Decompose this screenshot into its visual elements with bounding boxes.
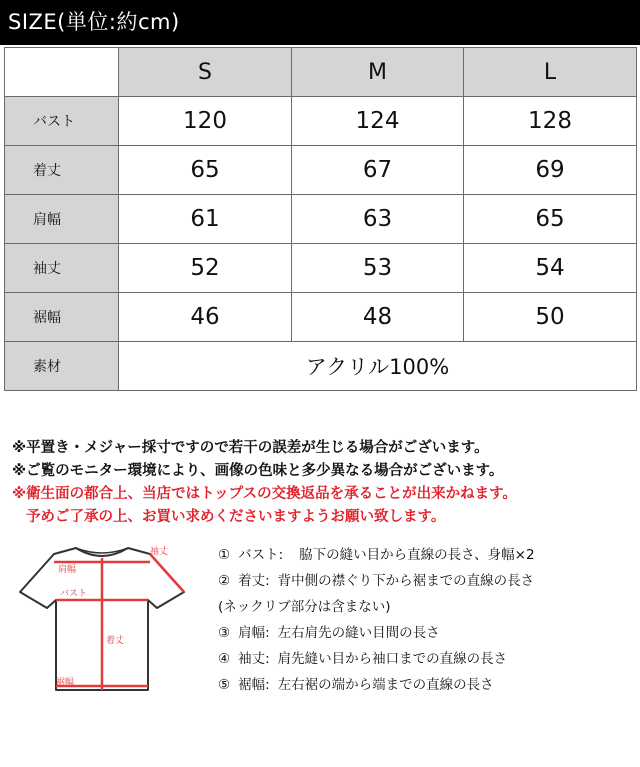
hem-label: 裾幅 xyxy=(56,678,75,688)
corner-cell xyxy=(5,48,119,97)
cell-value: 52 xyxy=(119,244,292,293)
col-header-m: M xyxy=(292,48,464,97)
cell-value: 54 xyxy=(464,244,637,293)
cell-value: 50 xyxy=(464,293,637,342)
row-material xyxy=(5,342,637,391)
row-bust xyxy=(5,97,637,146)
cell-value: 63 xyxy=(292,195,464,244)
row-label: 着丈 xyxy=(5,146,119,195)
row-label: 裾幅 xyxy=(5,293,119,342)
row-shoulder xyxy=(5,195,637,244)
cell-value: 61 xyxy=(119,195,292,244)
cell-value: 67 xyxy=(292,146,464,195)
size-header xyxy=(0,0,640,45)
cell-value: 120 xyxy=(119,97,292,146)
cell-value: 65 xyxy=(119,146,292,195)
row-label: 素材 xyxy=(5,342,119,391)
cell-value: 128 xyxy=(464,97,637,146)
row-label: バスト xyxy=(5,97,119,146)
legend-item: ③ 肩幅: 左右肩先の縫い目間の長さ xyxy=(218,625,440,641)
legend-item: ④ 袖丈: 肩先縫い目から袖口までの直線の長さ xyxy=(218,651,508,667)
shoulder-label: 肩幅 xyxy=(58,565,77,575)
size-table xyxy=(4,47,637,391)
row-sleeve xyxy=(5,244,637,293)
note-line: ※ご覧のモニター環境により、画像の色味と多少異なる場合がございます。 xyxy=(12,463,504,479)
tshirt-diagram xyxy=(14,540,194,712)
cell-value: 124 xyxy=(292,97,464,146)
legend-item: ① バスト: 脇下の縫い目から直線の長さ、身幅×2 xyxy=(218,547,535,563)
legend-item: (ネックリブ部分は含まない) xyxy=(218,599,391,615)
cell-value: 48 xyxy=(292,293,464,342)
note-line: ※平置き・メジャー採寸ですので若干の誤差が生じる場合がございます。 xyxy=(12,440,489,456)
size-header-row xyxy=(5,48,637,97)
notes xyxy=(12,437,517,529)
sleeve-line xyxy=(150,554,184,592)
note-line-warning: ※衛生面の都合上、当店ではトップスの交換返品を承ることが出来かねます。 xyxy=(12,486,517,502)
note-line-warning: 予めご了承の上、お買い求めくださいますようお願い致します。 xyxy=(26,509,446,525)
size-title: SIZE(単位:約cm) xyxy=(8,10,180,34)
cell-value: 69 xyxy=(464,146,637,195)
bust-label: バスト xyxy=(60,589,88,599)
row-label: 袖丈 xyxy=(5,244,119,293)
row-hem xyxy=(5,293,637,342)
legend-item: ② 着丈: 背中側の襟ぐり下から裾までの直線の長さ xyxy=(218,573,535,589)
measurement-legend xyxy=(218,542,535,698)
material-value: アクリル100% xyxy=(119,342,637,391)
sleeve-label: 袖丈 xyxy=(150,547,169,557)
legend-item: ⑤ 裾幅: 左右裾の端から端までの直線の長さ xyxy=(218,677,494,693)
cell-value: 53 xyxy=(292,244,464,293)
cell-value: 46 xyxy=(119,293,292,342)
length-label: 着丈 xyxy=(106,636,125,646)
col-header-s: S xyxy=(119,48,292,97)
row-length xyxy=(5,146,637,195)
col-header-l: L xyxy=(464,48,637,97)
cell-value: 65 xyxy=(464,195,637,244)
row-label: 肩幅 xyxy=(5,195,119,244)
